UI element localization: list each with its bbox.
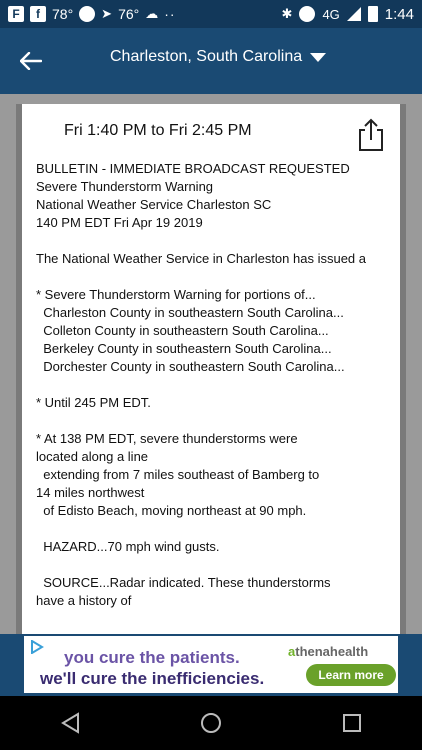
triangle-back-icon — [60, 712, 80, 734]
share-button[interactable] — [356, 118, 386, 152]
location-arrow-icon: ➤ — [101, 6, 113, 21]
more-notifications-icon: ·· — [164, 6, 176, 22]
bulletin-line: 14 miles northwest — [36, 485, 145, 500]
bulletin-line: have a history of — [36, 593, 132, 608]
share-icon — [356, 118, 386, 152]
bulletin-gap — [36, 520, 398, 538]
alert-bulletin-text — [36, 160, 398, 610]
arrow-left-icon — [20, 52, 42, 70]
weather-circle-icon — [79, 6, 95, 22]
status-clock: 1:44 — [384, 5, 414, 23]
location-title: Charleston, South Carolina — [110, 48, 303, 65]
nav-recents-button[interactable] — [339, 710, 365, 736]
dropdown-caret-icon — [310, 53, 326, 62]
bulletin-line: Colleton County in southeastern South Carolina... — [36, 323, 329, 338]
bulletin-line: of Edisto Beach, moving northeast at 90 mph. — [36, 503, 307, 518]
battery-icon — [368, 6, 378, 22]
bulletin-line: National Weather Service Charleston SC — [36, 197, 272, 212]
bulletin-gap — [36, 556, 398, 574]
temperature-1: 78° — [52, 6, 74, 22]
bulletin-line: The National Weather Service in Charleston has issued a — [36, 251, 366, 266]
bulletin-gap — [36, 412, 398, 430]
alert-time-range: Fri 1:40 PM to Fri 2:45 PM — [64, 122, 252, 139]
status-right — [282, 6, 414, 23]
bulletin-line: 140 PM EDT Fri Apr 19 2019 — [36, 215, 203, 230]
alert-time-row — [22, 114, 400, 144]
back-button[interactable] — [18, 48, 44, 74]
advertisement-banner[interactable] — [24, 636, 398, 693]
app-bar — [0, 28, 422, 94]
ad-headline-2: we'll cure the inefficiencies. — [40, 669, 265, 688]
status-left — [8, 6, 176, 22]
flipboard-icon: F — [8, 6, 24, 22]
bulletin-line: Dorchester County in southeastern South Carolina... — [36, 359, 345, 374]
partly-cloudy-icon: ☁ — [145, 6, 159, 21]
bulletin-line: * Severe Thunderstorm Warning for portions of... — [36, 287, 316, 302]
alert-card[interactable] — [16, 104, 406, 634]
status-bar — [0, 0, 422, 28]
content-frame — [0, 94, 422, 634]
ad-learn-more-button[interactable]: Learn more — [306, 664, 396, 686]
do-not-disturb-icon — [299, 6, 315, 22]
system-nav-bar — [0, 696, 422, 750]
bulletin-line: Berkeley County in southeastern South Carolina... — [36, 341, 332, 356]
ad-bar — [0, 634, 422, 696]
temperature-2: 76° — [118, 6, 140, 22]
bulletin-line: extending from 7 miles southeast of Bamberg to — [36, 467, 320, 482]
ad-headline-1: you cure the patients. — [64, 648, 240, 667]
bulletin-line: SOURCE...Radar indicated. These thunderstorms — [36, 575, 331, 590]
cell-signal-icon — [347, 7, 361, 21]
ad-brand-logo: athenahealth — [288, 644, 369, 659]
network-type-label: 4G — [322, 6, 340, 22]
bulletin-line: HAZARD...70 mph wind gusts. — [36, 539, 220, 554]
nav-back-button[interactable] — [57, 710, 83, 736]
bulletin-line: * At 138 PM EDT, severe thunderstorms were — [36, 431, 298, 446]
location-selector[interactable] — [110, 48, 326, 66]
facebook-icon: f — [30, 6, 46, 22]
bluetooth-icon: ✱ — [281, 6, 293, 21]
bulletin-line: BULLETIN - IMMEDIATE BROADCAST REQUESTED — [36, 161, 350, 176]
bulletin-gap — [36, 376, 398, 394]
bulletin-line: Severe Thunderstorm Warning — [36, 179, 214, 194]
circle-home-icon — [200, 712, 222, 734]
bulletin-line: located along a line — [36, 449, 149, 464]
square-recents-icon — [342, 713, 362, 733]
ad-choices-icon[interactable] — [30, 640, 44, 654]
bulletin-line: Charleston County in southeastern South Carolina... — [36, 305, 344, 320]
bulletin-gap — [36, 232, 398, 250]
bulletin-gap — [36, 268, 398, 286]
nav-home-button[interactable] — [198, 710, 224, 736]
bulletin-line: * Until 245 PM EDT. — [36, 395, 151, 410]
